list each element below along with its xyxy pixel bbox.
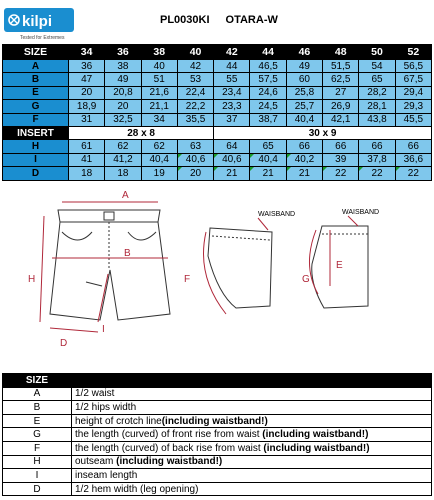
diagram-svg [0,186,434,366]
table-cell: 22,4 [177,86,213,99]
legend-key: A [3,387,72,401]
table-cell: 22 [359,167,395,180]
brand-text: kilpi [22,13,53,30]
legend-table [2,373,432,496]
label-d: D [60,338,68,349]
legend-description [72,414,432,428]
table-cell: 62 [141,140,177,153]
legend-header-row [3,374,432,388]
table-cell: 20 [105,100,141,113]
kilpi-logo [4,6,74,42]
legend-description [72,482,432,496]
table-cell: 22 [323,167,359,180]
table-cell: 40,2 [286,153,322,166]
size-header-cell: 36 [105,45,141,60]
table-cell: 27 [323,86,359,99]
table-cell: 42,1 [323,113,359,126]
table-cell: 62 [105,140,141,153]
table-cell: 51 [141,73,177,86]
table-cell: 45,5 [395,113,431,126]
size-header-cell: 44 [250,45,286,60]
legend-size-label: SIZE [3,374,72,388]
table-cell: 67,5 [395,73,431,86]
label-e: E [336,260,343,271]
measurement-diagrams [0,186,434,366]
row-label: D [3,167,69,180]
table-cell: 34 [141,113,177,126]
insert-row [3,153,432,166]
row-label: B [3,73,69,86]
table-cell: 37,8 [359,153,395,166]
table-cell: 64 [214,140,250,153]
legend-row [3,401,432,415]
table-cell: 40,6 [177,153,213,166]
table-cell: 65 [250,140,286,153]
table-cell: 39 [323,153,359,166]
insert-large: 30 x 9 [214,126,432,139]
table-cell: 42 [177,60,213,73]
row-label: F [3,113,69,126]
legend-text: inseam length [75,469,138,481]
label-b: B [124,248,131,259]
table-cell: 41 [69,153,105,166]
table-cell: 56,5 [395,60,431,73]
table-cell: 28,2 [359,86,395,99]
size-header-cell: 42 [214,45,250,60]
table-cell: 40,4 [286,113,322,126]
table-cell: 37 [214,113,250,126]
table-cell: 29,4 [395,86,431,99]
table-cell: 65 [359,73,395,86]
insert-header-row [3,126,432,139]
size-header-cell: 50 [359,45,395,60]
waistband-label-1: WAISBAND [258,211,296,218]
table-cell: 62,5 [323,73,359,86]
size-header-cell: 40 [177,45,213,60]
legend-note: (including waistband!) [161,415,268,427]
row-label: E [3,86,69,99]
row-label: H [3,140,69,153]
legend-text: 1/2 hem width (leg opening) [75,483,199,495]
table-cell: 46,5 [250,60,286,73]
insert-small: 28 x 8 [69,126,214,139]
legend-text: the length (curved) of front rise from waist [75,429,260,441]
legend-header-blank [72,374,432,388]
table-cell: 29,3 [395,100,431,113]
table-cell: 23,4 [214,86,250,99]
legend-text: outseam [75,456,117,468]
table-cell: 38 [105,60,141,73]
size-header-cell: 34 [69,45,105,60]
row-label: I [3,153,69,166]
header [0,0,434,44]
size-row [3,73,432,86]
table-cell: 23,3 [214,100,250,113]
table-cell: 21,6 [141,86,177,99]
legend-row [3,428,432,442]
legend-row [3,482,432,496]
shorts-drawing [50,210,170,320]
legend-description [72,469,432,483]
legend-text: the length (curved) of back rise from waist [75,442,261,454]
legend-row [3,414,432,428]
insert-row [3,140,432,153]
table-cell: 53 [177,73,213,86]
table-cell: 55 [214,73,250,86]
size-header-cell: 38 [141,45,177,60]
size-row [3,100,432,113]
table-cell: 66 [323,140,359,153]
product-code: PL0030KI [160,14,210,26]
table-cell: 40,4 [141,153,177,166]
insert-label: INSERT [3,126,69,139]
table-cell: 66 [359,140,395,153]
table-cell: 24,6 [250,86,286,99]
table-cell: 49 [286,60,322,73]
legend-note: (including waistband!) [259,429,369,441]
table-cell: 47 [69,73,105,86]
back-rise-drawing [208,228,272,308]
table-cell: 61 [69,140,105,153]
table-cell: 60 [286,73,322,86]
table-cell: 57,5 [250,73,286,86]
table-cell: 36 [69,60,105,73]
table-cell: 44 [214,60,250,73]
legend-text: height of crotch line [75,415,162,427]
legend-row [3,387,432,401]
table-cell: 21 [250,167,286,180]
table-cell: 18,9 [69,100,105,113]
legend-description [72,455,432,469]
legend-note: (including waistband!) [116,456,223,468]
legend-key: B [3,401,72,415]
table-cell: 22,2 [177,100,213,113]
size-table [2,44,432,181]
size-header-row [3,45,432,60]
product-title [160,14,294,26]
table-cell: 66 [395,140,431,153]
legend-row [3,455,432,469]
label-a: A [122,190,129,201]
table-cell: 25,8 [286,86,322,99]
waistband-pointer-2 [348,216,358,226]
table-cell: 35,5 [177,113,213,126]
table-cell: 36,6 [395,153,431,166]
brand-tagline: Tested for Extremes [20,35,65,41]
table-cell: 20 [177,167,213,180]
label-h: H [28,274,36,285]
table-cell: 43,8 [359,113,395,126]
table-cell: 40,4 [250,153,286,166]
legend-key: I [3,469,72,483]
label-f: F [184,274,191,285]
label-i: I [102,324,105,335]
table-cell: 28,1 [359,100,395,113]
legend-key: F [3,441,72,455]
table-cell: 20,8 [105,86,141,99]
label-g: G [302,274,310,285]
legend-row [3,441,432,455]
legend-description [72,428,432,442]
row-label: A [3,60,69,73]
size-row [3,113,432,126]
table-cell: 21,1 [141,100,177,113]
table-cell: 18 [69,167,105,180]
size-row [3,86,432,99]
size-row [3,60,432,73]
table-cell: 21 [214,167,250,180]
product-name: OTARA-W [225,14,278,26]
table-cell: 22 [395,167,431,180]
table-cell: 32,5 [105,113,141,126]
rise-g-line [309,230,318,294]
legend-text: 1/2 hips width [75,401,137,413]
table-cell: 40 [141,60,177,73]
size-header-label: SIZE [3,45,69,60]
table-cell: 51,5 [323,60,359,73]
legend-key: D [3,482,72,496]
row-label: G [3,100,69,113]
table-cell: 18 [105,167,141,180]
table-cell: 41,2 [105,153,141,166]
legend-description [72,441,432,455]
table-cell: 49 [105,73,141,86]
waistband-pointer-1 [258,218,268,230]
table-cell: 26,9 [323,100,359,113]
legend-row [3,469,432,483]
table-cell: 40,6 [214,153,250,166]
rise-f-line [204,232,227,314]
table-cell: 63 [177,140,213,153]
table-cell: 54 [359,60,395,73]
waistband-label-2: WAISBAND [342,209,380,216]
legend-key: E [3,414,72,428]
size-header-cell: 46 [286,45,322,60]
legend-key: G [3,428,72,442]
legend-key: H [3,455,72,469]
insert-row [3,167,432,180]
table-cell: 38,7 [250,113,286,126]
table-cell: 24,5 [250,100,286,113]
legend-text: 1/2 waist [75,388,115,400]
legend-description [72,401,432,415]
legend-note: (including waistband!) [260,442,370,454]
table-cell: 66 [286,140,322,153]
table-cell: 20 [69,86,105,99]
table-cell: 31 [69,113,105,126]
size-header-cell: 52 [395,45,431,60]
table-cell: 21 [286,167,322,180]
size-header-cell: 48 [323,45,359,60]
table-cell: 19 [141,167,177,180]
legend-description [72,387,432,401]
table-cell: 25,7 [286,100,322,113]
